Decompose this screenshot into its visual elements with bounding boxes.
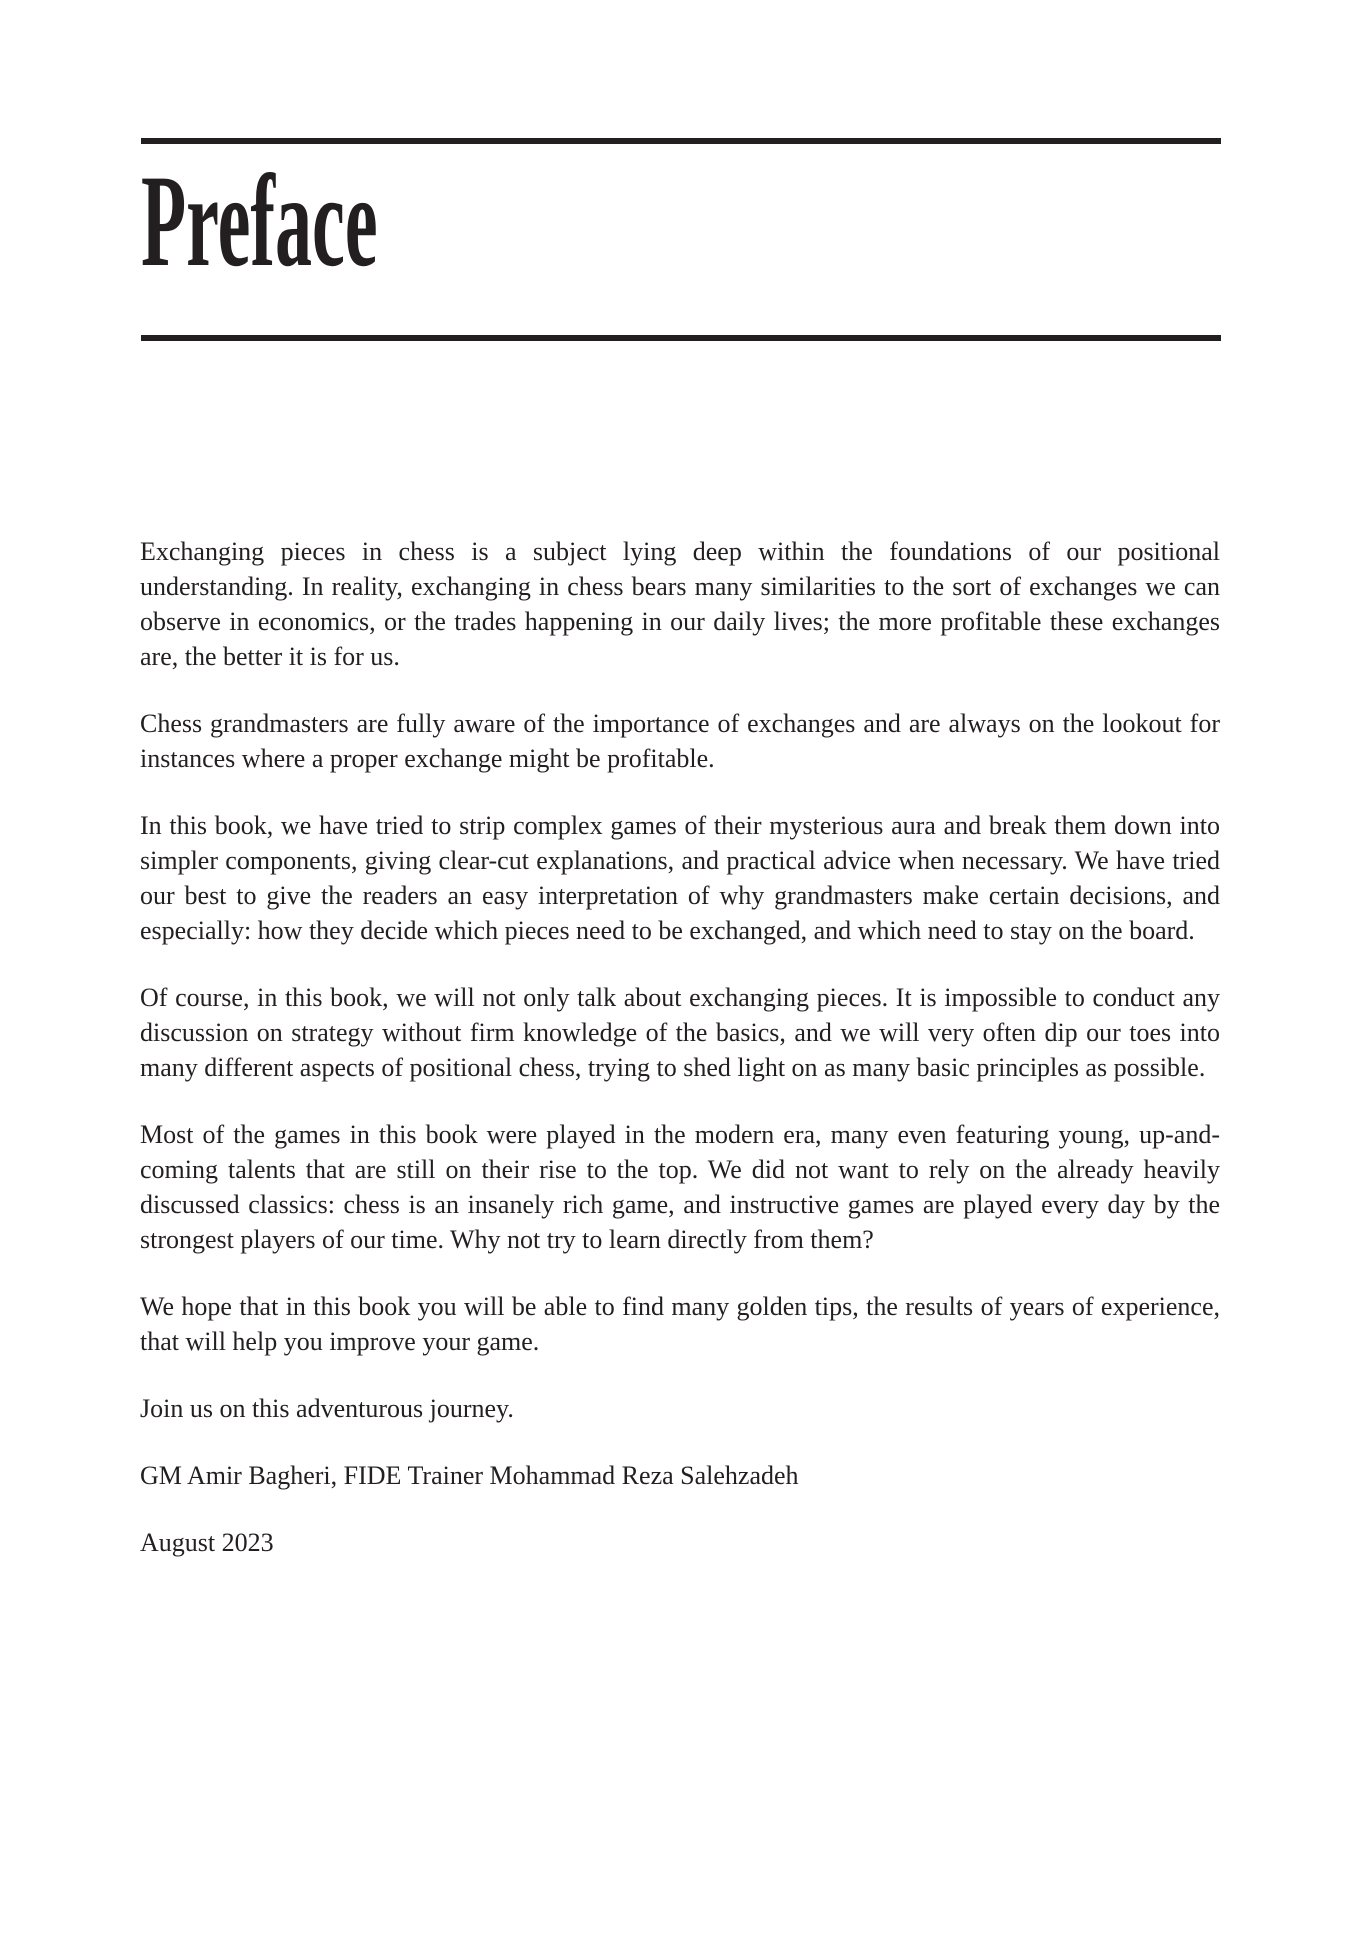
top-rule [141,138,1221,144]
preface-paragraph: We hope that in this book you will be able to find many golden tips, the results of years of experience, that will help you improve your game. [140,1292,1220,1356]
preface-paragraph: Of course, in this book, we will not only talk about exchanging pieces. It is impossible to conduct any discussion on strategy without firm knowledge of the basics, and we will very often dip our toes into many different aspects of positional chess, trying to shed light on as many basic principles as possible. [140,983,1220,1082]
preface-paragraph: In this book, we have tried to strip complex games of their mysterious aura and break them down into simpler components, giving clear-cut explanations, and practical advice when necessary. We have tried our best to give the readers an easy interpretation of why grandmasters make certain decisions, and especially: how they decide which pieces need to be exchanged, and which need to stay on the board. [140,811,1220,945]
closing-line: Join us on this adventurous journey. [140,1394,514,1423]
date-line: August 2023 [140,1528,274,1557]
author-signature: GM Amir Bagheri, FIDE Trainer Mohammad Reza Salehzadeh [140,1461,799,1490]
bottom-rule [141,335,1221,341]
preface-paragraph: Most of the games in this book were played in the modern era, many even featuring young, up-and-coming talents that are still on their rise to the top. We did not want to rely on the already heavily discussed classics: chess is an insanely rich game, and instructive games are played every day by the strongest players of our time. Why not try to learn directly from them? [140,1120,1220,1254]
preface-paragraph: Chess grandmasters are fully aware of the importance of exchanges and are always on the lookout for instances where a proper exchange might be profitable. [140,709,1220,773]
preface-paragraph: Exchanging pieces in chess is a subject lying deep within the foundations of our positional understanding. In reality, exchanging in chess bears many similarities to the sort of exchanges we can observe in economics, or the trades happening in our daily lives; the more profitable these exchanges are, the better it is for us. [140,537,1220,671]
preface-body [140,534,1220,1560]
chapter-title: Preface [141,147,378,294]
